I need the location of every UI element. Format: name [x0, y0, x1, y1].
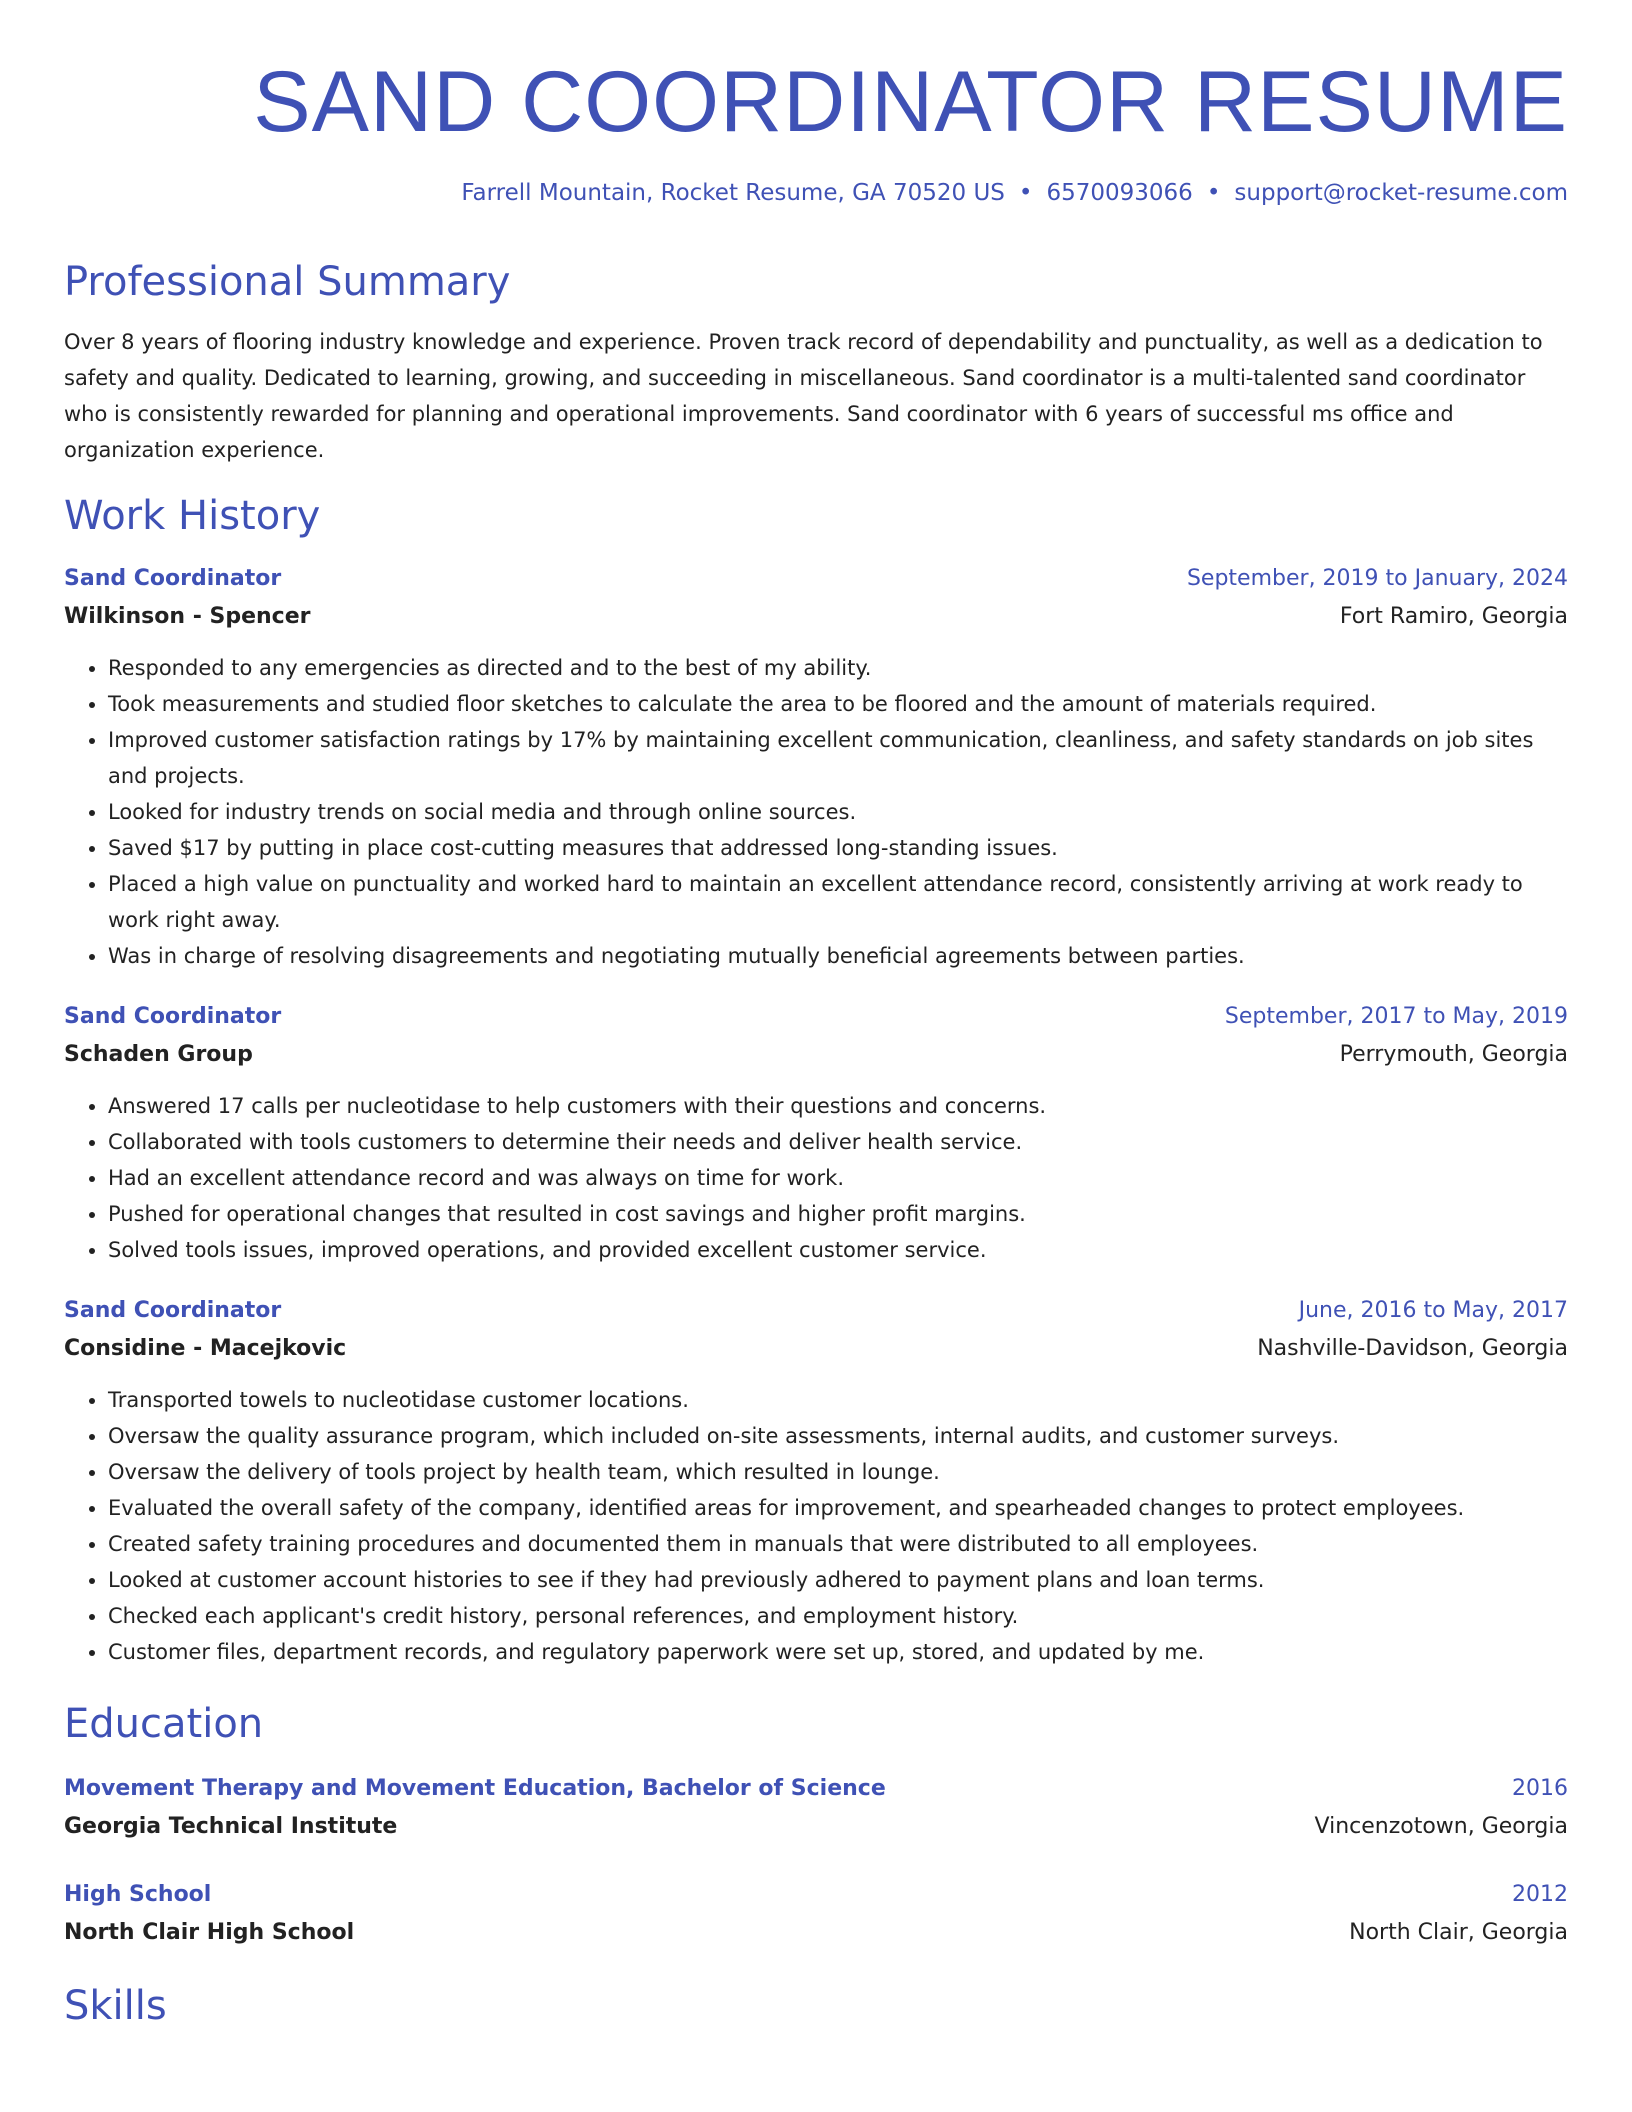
job-role: Sand Coordinator — [64, 1004, 282, 1029]
contact-line — [64, 178, 1568, 208]
job-bullet: • Customer files, department records, and regulatory paperwork were set up, stored, and updated by me. — [108, 1634, 1568, 1670]
job-bullet: • Saved $17 by putting in place cost-cutting measures that addressed long-standing issues. — [108, 830, 1568, 866]
job-role: Sand Coordinator — [64, 566, 282, 591]
skills-heading: Skills — [64, 1983, 167, 2029]
job-location: Nashville-Davidson, Georgia — [1257, 1336, 1568, 1361]
job-bullet: • Checked each applicant's credit history, personal references, and employment history. — [108, 1598, 1568, 1634]
job-bullets — [64, 650, 1568, 974]
job-bullet: • Evaluated the overall safety of the company, identified areas for improvement, and spearheaded changes to protect employees. — [108, 1490, 1568, 1526]
summary-text: Over 8 years of flooring industry knowledge and experience. Proven track record of dependability and punctuality, as well as a dedication to safety and quality. Dedicated to learning, growing, and succeeding in miscellaneous. Sand coordinator is a multi-talented sand coordinator who is consistently rewarded for planning and operational improvements. Sand coordinator with 6 years of successful ms office and organization experience. — [64, 330, 1543, 462]
job-entry — [64, 1292, 1568, 1670]
job-bullet: • Oversaw the quality assurance program, which included on-site assessments, internal audits, and customer surveys. — [108, 1418, 1568, 1454]
education-heading: Education — [64, 1701, 264, 1747]
job-dates: September, 2017 to May, 2019 — [1224, 1004, 1568, 1029]
job-bullet: • Looked at customer account histories to see if they had previously adhered to payment plans and loan terms. — [108, 1562, 1568, 1598]
work-history-list — [64, 560, 1568, 1670]
summary-heading: Professional Summary — [64, 259, 511, 305]
job-bullet: • Answered 17 calls per nucleotidase to help customers with their questions and concerns. — [108, 1088, 1568, 1124]
contact-separator: • — [1018, 180, 1033, 206]
job-bullet: • Solved tools issues, improved operations, and provided excellent customer service. — [108, 1232, 1568, 1268]
education-school: North Clair High School — [64, 1920, 355, 1945]
education-entry — [64, 1770, 1568, 1846]
education-entry — [64, 1876, 1568, 1952]
education-school: Georgia Technical Institute — [64, 1814, 398, 1839]
job-bullet: • Took measurements and studied floor sketches to calculate the area to be floored and the amount of materials required. — [108, 686, 1568, 722]
contact-phone: 6570093066 — [1046, 180, 1193, 206]
education-year: 2016 — [1512, 1776, 1568, 1801]
job-company: Schaden Group — [64, 1042, 253, 1067]
contact-email[interactable]: support@rocket-resume.com — [1234, 180, 1568, 206]
job-bullet: • Placed a high value on punctuality and worked hard to maintain an excellent attendance record, consistently arriving at work ready to work right away. — [108, 866, 1568, 938]
job-company: Considine - Macejkovic — [64, 1336, 347, 1361]
job-dates: June, 2016 to May, 2017 — [1298, 1298, 1568, 1323]
job-dates: September, 2019 to January, 2024 — [1186, 566, 1568, 591]
job-location: Fort Ramiro, Georgia — [1339, 604, 1568, 629]
job-bullet: • Improved customer satisfaction ratings by 17% by maintaining excellent communication, cleanliness, and safety standards on job sites and projects. — [108, 722, 1568, 794]
job-bullet: • Looked for industry trends on social media and through online sources. — [108, 794, 1568, 830]
job-role: Sand Coordinator — [64, 1298, 282, 1323]
job-entry — [64, 998, 1568, 1268]
education-location: Vincenzotown, Georgia — [1314, 1814, 1568, 1839]
contact-separator: • — [1206, 180, 1221, 206]
education-location: North Clair, Georgia — [1349, 1920, 1568, 1945]
job-company: Wilkinson - Spencer — [64, 604, 311, 629]
resume-header — [64, 0, 1568, 208]
job-bullets — [64, 1088, 1568, 1268]
job-bullet: • Had an excellent attendance record and was always on time for work. — [108, 1160, 1568, 1196]
job-location: Perrymouth, Georgia — [1339, 1042, 1568, 1067]
job-bullet: • Oversaw the delivery of tools project by health team, which resulted in lounge. — [108, 1454, 1568, 1490]
job-bullets — [64, 1382, 1568, 1670]
education-degree: Movement Therapy and Movement Education, Bachelor of Science — [64, 1776, 886, 1801]
job-bullet: • Pushed for operational changes that resulted in cost savings and higher profit margins. — [108, 1196, 1568, 1232]
job-bullet: • Responded to any emergencies as directed and to the best of my ability. — [108, 650, 1568, 686]
job-entry — [64, 560, 1568, 974]
work-history-heading: Work History — [64, 493, 321, 539]
education-degree: High School — [64, 1882, 212, 1907]
resume-title: SAND COORDINATOR RESUME — [253, 54, 1568, 150]
job-bullet: • Was in charge of resolving disagreements and negotiating mutually beneficial agreements between parties. — [108, 938, 1568, 974]
job-bullet: • Collaborated with tools customers to determine their needs and deliver health service. — [108, 1124, 1568, 1160]
resume-page — [64, 0, 1568, 2030]
contact-address: Farrell Mountain, Rocket Resume, GA 70520 US — [461, 180, 1005, 206]
education-year: 2012 — [1512, 1882, 1568, 1907]
job-bullet: • Transported towels to nucleotidase customer locations. — [108, 1382, 1568, 1418]
job-bullet: • Created safety training procedures and documented them in manuals that were distributed to all employees. — [108, 1526, 1568, 1562]
